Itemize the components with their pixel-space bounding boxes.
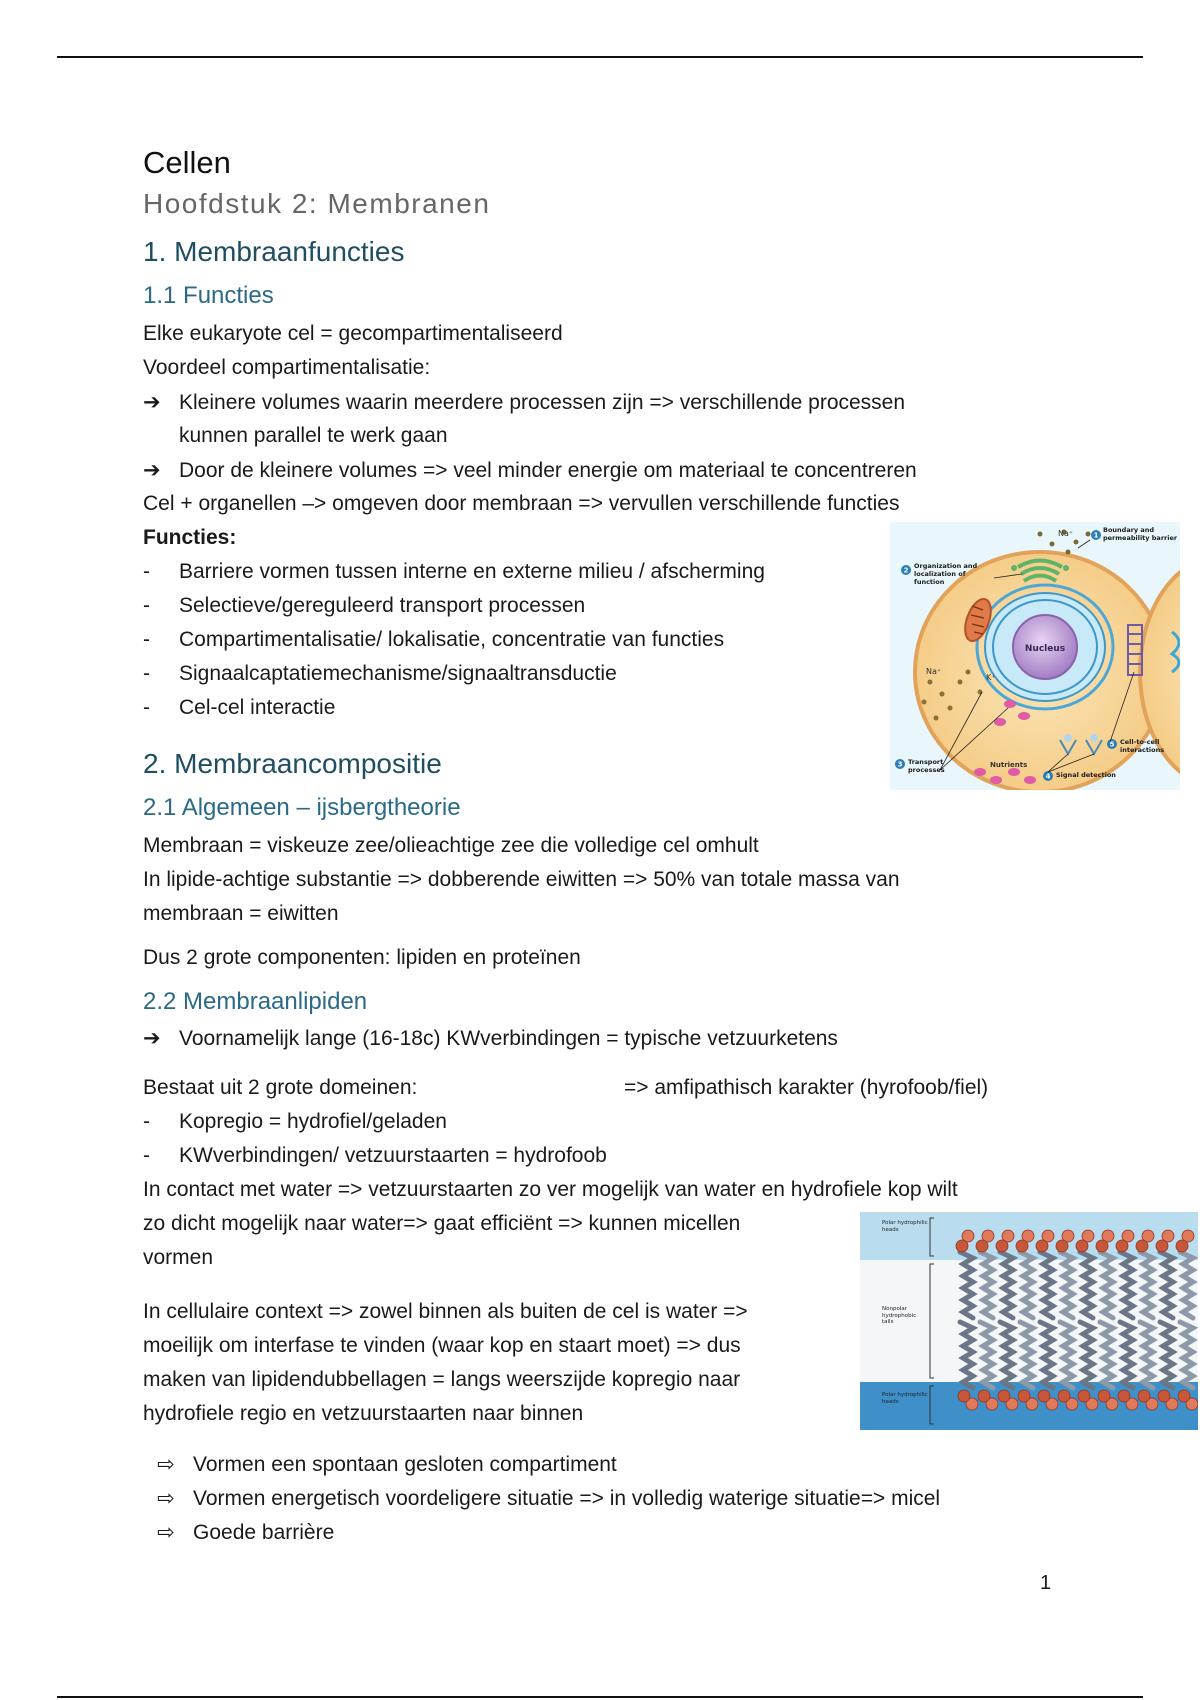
lipid-head bbox=[1156, 1240, 1168, 1252]
arrow-list-text: Voornamelijk lange (16-18c) KWverbindingen = typische vetzuurketens bbox=[179, 1027, 838, 1050]
lipid-head bbox=[1118, 1390, 1130, 1402]
section-heading-membraancompositie: 2. Membraancompositie bbox=[143, 748, 442, 779]
label-polar-heads-top: Polar hydrophilic heads bbox=[882, 1220, 928, 1233]
arrow-list-item bbox=[143, 1026, 838, 1051]
nucleus-label: Nucleus bbox=[1024, 644, 1066, 654]
callout-transport: Transport processes bbox=[908, 758, 945, 774]
na-ion-label: Na⁺ bbox=[926, 667, 942, 676]
paragraph: maken van lipidendubbellagen = langs weerszijde kopregio naar bbox=[143, 1368, 741, 1391]
paragraph: zo dicht mogelijk naar water=> gaat efficiënt => kunnen micellen bbox=[143, 1212, 741, 1235]
paragraph-amfipathisch: => amfipathisch karakter (hyrofoob/fiel) bbox=[624, 1076, 989, 1099]
dash-bullet: - bbox=[143, 662, 150, 685]
paragraph: hydrofiele regio en vetzuurstaarten naar binnen bbox=[143, 1402, 584, 1425]
hollow-arrow-icon: ⇨ bbox=[157, 1453, 175, 1476]
arrow-list-continuation: kunnen parallel te werk gaan bbox=[179, 424, 448, 447]
arrow-list-item bbox=[143, 458, 917, 483]
na-ion-label: Na⁺ bbox=[1058, 529, 1074, 538]
dash-bullet: - bbox=[143, 628, 150, 651]
paragraph: Elke eukaryote cel = gecompartimentaliseerd bbox=[143, 322, 563, 345]
label-polar-heads-bottom: Polar hydrophilic heads bbox=[882, 1392, 928, 1405]
subsection-heading-functies: 1.1 Functies bbox=[143, 282, 274, 309]
dash-bullet: - bbox=[143, 560, 150, 583]
lipid-head bbox=[1138, 1390, 1150, 1402]
lipid-head bbox=[1036, 1240, 1048, 1252]
lipid-head bbox=[1096, 1240, 1108, 1252]
paragraph: vormen bbox=[143, 1246, 214, 1269]
paragraph: Dus 2 grote componenten: lipiden en proteïnen bbox=[143, 946, 581, 969]
lipid-head bbox=[1158, 1390, 1170, 1402]
svg-text:4: 4 bbox=[1045, 772, 1051, 781]
lipid-head bbox=[978, 1390, 990, 1402]
lipid-head bbox=[1176, 1240, 1188, 1252]
paragraph: In lipide-achtige substantie => dobberende eiwitten => 50% van totale massa van bbox=[143, 868, 900, 891]
label-nonpolar-tails: Nonpolar hydrophobic tails bbox=[882, 1306, 917, 1325]
arrow-list-text: Door de kleinere volumes => veel minder energie om materiaal te concentreren bbox=[179, 459, 917, 482]
paragraph: Voordeel compartimentalisatie: bbox=[143, 356, 431, 379]
list-item: - Compartimentalisatie/ lokalisatie, concentratie van functies bbox=[143, 628, 725, 651]
paragraph: Cel + organellen –> omgeven door membraan => vervullen verschillende functies bbox=[143, 492, 900, 515]
dash-bullet: - bbox=[143, 594, 150, 617]
lipid-head bbox=[998, 1390, 1010, 1402]
result-list-item: ⇨ Vormen energetisch voordeligere situatie => in volledig waterige situatie=> micel bbox=[157, 1487, 941, 1510]
section-heading-membraanfuncties: 1. Membraanfuncties bbox=[143, 236, 405, 267]
functies-label: Functies: bbox=[143, 526, 237, 549]
callout-boundary: Boundary and permeability barrier bbox=[1103, 526, 1178, 542]
list-item: - Cel-cel interactie bbox=[143, 696, 336, 719]
svg-text:3: 3 bbox=[897, 760, 903, 769]
lipid-head bbox=[1016, 1240, 1028, 1252]
result-list-item: ⇨ Goede barrière bbox=[157, 1521, 335, 1544]
list-item: - KWverbindingen/ vetzuurstaarten = hydrofoob bbox=[143, 1144, 607, 1167]
nutrients-label: Nutrients bbox=[990, 761, 1028, 769]
callout-signal: Signal detection bbox=[1056, 771, 1116, 779]
list-item: - Kopregio = hydrofiel/geladen bbox=[143, 1110, 447, 1133]
lipid-head bbox=[1018, 1390, 1030, 1402]
lipid-head bbox=[1076, 1240, 1088, 1252]
page-title: Cellen bbox=[143, 145, 231, 180]
paragraph: In cellulaire context => zowel binnen als buiten de cel is water => bbox=[143, 1300, 748, 1323]
paragraph: Bestaat uit 2 grote domeinen: bbox=[143, 1076, 418, 1099]
arrow-list-item bbox=[143, 390, 905, 415]
lipid-head bbox=[1098, 1390, 1110, 1402]
header-rule bbox=[57, 56, 1143, 58]
lipid-head bbox=[996, 1240, 1008, 1252]
hollow-arrow-icon: ⇨ bbox=[157, 1487, 175, 1510]
hollow-arrow-icon: ⇨ bbox=[157, 1521, 175, 1544]
lipid-head bbox=[1056, 1240, 1068, 1252]
svg-text:2: 2 bbox=[903, 566, 909, 575]
lipid-head bbox=[976, 1240, 988, 1252]
lipid-head bbox=[1078, 1390, 1090, 1402]
paragraph: moeilijk om interfase te vinden (waar kop en staart moet) => dus bbox=[143, 1334, 741, 1357]
lipid-head bbox=[956, 1240, 968, 1252]
subsection-heading-algemeen: 2.1 Algemeen – ijsbergtheorie bbox=[143, 794, 461, 821]
paragraph: In contact met water => vetzuurstaarten zo ver mogelijk van water en hydrofiele kop wilt bbox=[143, 1178, 958, 1201]
footer-rule bbox=[57, 1696, 1143, 1698]
arrow-bullet-icon: ➔ bbox=[143, 1027, 161, 1050]
paragraph: Membraan = viskeuze zee/olieachtige zee die volledige cel omhult bbox=[143, 834, 759, 857]
lipid-head bbox=[1058, 1390, 1070, 1402]
result-list-item: ⇨ Vormen een spontaan gesloten compartiment bbox=[157, 1453, 617, 1476]
lipid-head bbox=[1136, 1240, 1148, 1252]
arrow-list-text: Kleinere volumes waarin meerdere processen zijn => verschillende processen bbox=[179, 391, 906, 414]
list-item: - Selectieve/gereguleerd transport processen bbox=[143, 594, 586, 617]
lipid-head bbox=[1116, 1240, 1128, 1252]
page-subtitle: Hoofdstuk 2: Membranen bbox=[143, 188, 491, 219]
lipid-head bbox=[1178, 1390, 1190, 1402]
dash-bullet: - bbox=[143, 1110, 150, 1133]
lipid-bilayer-figure bbox=[860, 1212, 1198, 1430]
svg-text:1: 1 bbox=[1093, 531, 1099, 540]
page-number: 1 bbox=[1040, 1572, 1052, 1594]
callout-organization: Organization and localization of function bbox=[914, 562, 978, 586]
cell-membrane-functions-figure bbox=[890, 522, 1180, 790]
svg-text:5: 5 bbox=[1109, 740, 1115, 749]
arrow-bullet-icon: ➔ bbox=[143, 459, 161, 482]
paragraph: membraan = eiwitten bbox=[143, 902, 339, 925]
callout-cell-cell: Cell-to-cell interactions bbox=[1120, 738, 1165, 754]
arrow-bullet-icon: ➔ bbox=[143, 391, 161, 414]
dash-bullet: - bbox=[143, 696, 150, 719]
dash-bullet: - bbox=[143, 1144, 150, 1167]
lipid-head bbox=[958, 1390, 970, 1402]
list-item: - Signaalcaptatiemechanisme/signaaltransductie bbox=[143, 662, 617, 685]
list-item: - Barriere vormen tussen interne en externe milieu / afscherming bbox=[143, 560, 765, 583]
lipid-head bbox=[1038, 1390, 1050, 1402]
subsection-heading-membraanlipiden: 2.2 Membraanlipiden bbox=[143, 988, 368, 1015]
k-ion-label: K⁺ bbox=[986, 673, 996, 682]
